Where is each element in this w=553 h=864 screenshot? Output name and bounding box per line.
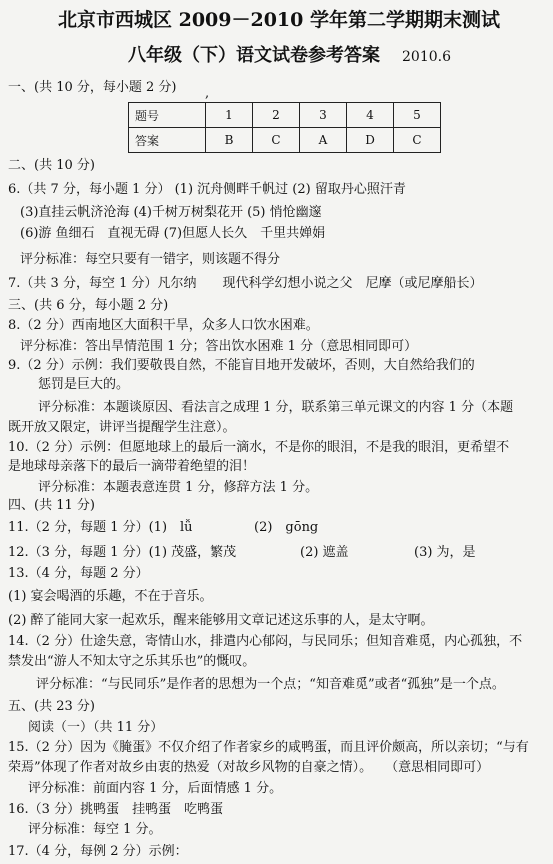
q14-line: 禁发出“游人不知太守之乐其乐也”的慨叹。 bbox=[8, 654, 256, 669]
section3-heading: 三、(共 6 分，每小题 2 分) bbox=[8, 298, 169, 313]
section1-heading: 一、(共 10 分，每小题 2 分) bbox=[8, 80, 177, 95]
section5-heading: 五、(共 23 分) bbox=[8, 699, 95, 714]
table-cell: 2 bbox=[253, 103, 300, 128]
page-subtitle bbox=[128, 44, 451, 69]
table-cell: C bbox=[253, 128, 300, 153]
q13-answer: (1) 宴会喝酒的乐趣，不在于音乐。 bbox=[8, 589, 213, 604]
table-cell: D bbox=[347, 128, 394, 153]
q16-line: 16.（3 分）挑鸭蛋 挂鸭蛋 吃鸭蛋 bbox=[8, 802, 224, 817]
table-header-cell: 题号 bbox=[129, 103, 206, 128]
subtitle-text: 八年级（下）语文试卷参考答案 bbox=[128, 45, 380, 66]
q6-line: 6.（共 7 分，每小题 1 分） (1) 沉舟侧畔千帆过 (2) 留取丹心照汗青 bbox=[8, 182, 406, 197]
table-cell: 3 bbox=[300, 103, 347, 128]
table-cell: A bbox=[300, 128, 347, 153]
section2-heading: 二、(共 10 分) bbox=[8, 158, 95, 173]
q10-line: 10.（2 分）示例：但愿地球上的最后一滴水，不是你的眼泪，不是我的眼泪，更希望不 bbox=[8, 440, 510, 455]
q7-line: 7.（共 3 分，每空 1 分）凡尔纳 现代科学幻想小说之父 尼摩（或尼摩船长） bbox=[8, 276, 483, 291]
table-row bbox=[129, 103, 441, 128]
q10-scoring: 评分标准：本题表意连贯 1 分，修辞方法 1 分。 bbox=[38, 480, 319, 495]
page-title: 北京市西城区 2009－2010 学年第二学期期末测试 bbox=[58, 9, 500, 31]
table-cell: 4 bbox=[347, 103, 394, 128]
q9-line: 9.（2 分）示例：我们要敬畏自然，不能盲目地开发破坏，否则，大自然给我们的 bbox=[8, 358, 475, 373]
q8-scoring: 评分标准：答出旱情范围 1 分；答出饮水困难 1 分（意思相同即可） bbox=[20, 339, 418, 354]
q12-line: 12.（3 分，每题 1 分）(1) 茂盛，繁茂 bbox=[8, 545, 237, 560]
q9-scoring: 评分标准：本题谈原因、看法言之成理 1 分，联系第三单元课文的内容 1 分（本题 bbox=[38, 400, 514, 415]
stray-mark: , bbox=[205, 86, 210, 101]
q15-line: 荣焉”体现了作者对故乡由衷的热爱（对故乡风物的自豪之情）。 （意思相同即可） bbox=[8, 760, 490, 775]
q8-line: 8.（2 分）西南地区大面积干旱，众多人口饮水困难。 bbox=[8, 318, 319, 333]
table-header-cell: 答案 bbox=[129, 128, 206, 153]
q6-line: (6)游 鱼细石 直视无碍 (7)但愿人长久 千里共婵娟 bbox=[20, 226, 326, 241]
q16-scoring: 评分标准：每空 1 分。 bbox=[28, 822, 162, 837]
exam-date: 2010.6 bbox=[402, 49, 451, 65]
section4-heading: 四、(共 11 分) bbox=[8, 498, 95, 513]
table-cell: 1 bbox=[206, 103, 253, 128]
q13-answer: (2) 醉了能同大家一起欢乐，醒来能够用文章记述这乐事的人，是太守啊。 bbox=[8, 613, 434, 628]
answer-table bbox=[128, 102, 441, 153]
q9-line: 惩罚是巨大的。 bbox=[38, 377, 130, 392]
q13-line: 13.（4 分，每题 2 分） bbox=[8, 566, 149, 581]
q17-line: 17.（4 分，每例 2 分）示例： bbox=[8, 844, 188, 859]
q6-line: (3)直挂云帆济沧海 (4)千树万树梨花开 (5) 悄怆幽邃 bbox=[20, 205, 322, 220]
q14-scoring: 评分标准：“与民同乐”是作者的思想为一个点；“知音难觅”或者“孤独”是一个点。 bbox=[36, 677, 505, 692]
q12-line: (2) 遮盖 bbox=[300, 545, 349, 560]
q10-line: 是地球母亲落下的最后一滴带着绝望的泪！ bbox=[8, 459, 256, 474]
reading-heading: 阅读（一）（共 11 分） bbox=[28, 720, 164, 735]
table-cell: C bbox=[394, 128, 441, 153]
q6-scoring: 评分标准：每空只要有一错字，则该题不得分 bbox=[20, 252, 281, 267]
q11-line: (2) gōng bbox=[254, 520, 319, 535]
q12-line: (3) 为，是 bbox=[414, 545, 476, 560]
table-cell: 5 bbox=[394, 103, 441, 128]
q14-line: 14.（2 分）仕途失意，寄情山水，排遣内心郁闷，与民同乐；但知音难觅，内心孤独，不 bbox=[8, 634, 523, 649]
table-row bbox=[129, 128, 441, 153]
q15-scoring: 评分标准：前面内容 1 分，后面情感 1 分。 bbox=[28, 781, 283, 796]
q15-line: 15.（2 分）因为《腌蛋》不仅介绍了作者家乡的咸鸭蛋，而且评价颇高，所以亲切；“与有 bbox=[8, 740, 529, 755]
table-cell: B bbox=[206, 128, 253, 153]
q9-scoring: 既开放又限定，讲评当提醒学生注意）。 bbox=[8, 420, 236, 435]
q11-line: 11.（2 分，每题 1 分）(1) lǚ bbox=[8, 520, 193, 535]
